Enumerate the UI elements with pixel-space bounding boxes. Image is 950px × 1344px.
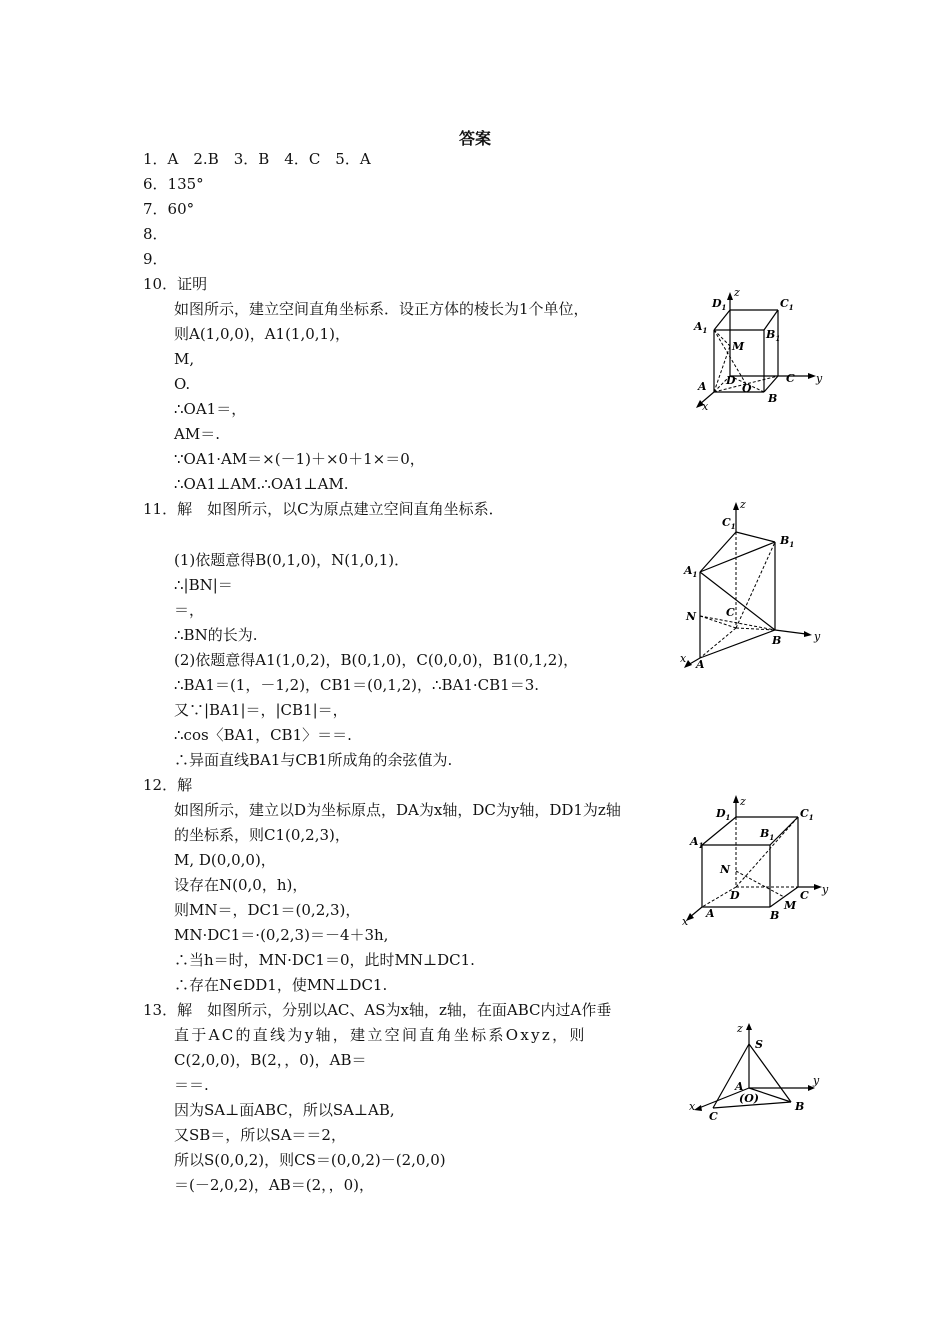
label-C: C [726, 606, 735, 619]
box-figure-q12 [680, 795, 840, 939]
axis-z: z [737, 1022, 743, 1035]
label-B1: $B_1$ [760, 827, 775, 842]
label-C: C [786, 372, 795, 385]
page-title: 答案 [458, 129, 491, 148]
axis-x: x [680, 652, 687, 665]
answer-line: 如图所示，建立以D为坐标原点，DA为x轴，DC为y轴，DD1为z轴 [174, 801, 621, 819]
answer-line: ＝(－2,0,2)，AB＝(2，，0)， [174, 1176, 375, 1194]
label-B1: $B_1$ [766, 328, 781, 343]
answer-line: 又SB＝，所以SA＝＝2， [174, 1126, 346, 1144]
answer-line: (2)依题意得A1(1,0,2)，B(0,1,0)，C(0,0,0)，B1(0,1,2)， [174, 651, 579, 669]
axis-y: y [816, 372, 823, 385]
label-C1: $C_1$ [780, 297, 794, 312]
label-A: A [735, 1080, 744, 1093]
axis-z: z [734, 286, 740, 299]
answer-line: 9． [143, 250, 168, 268]
label-B: B [768, 392, 778, 405]
label-C: C [800, 889, 809, 902]
prism-figure-q11 [680, 500, 840, 679]
answer-line: M, D(0,0,0)， [174, 851, 276, 869]
axis-y: y [822, 883, 829, 896]
answer-line: ∴BN的长为. [174, 626, 258, 644]
axis-x: x [682, 915, 689, 928]
label-B: B [795, 1100, 805, 1113]
answer-line: ∴存在N∈DD1，使MN⊥DC1. [174, 976, 388, 994]
answer-line: 则A(1,0,0)，A1(1,0,1)， [174, 325, 350, 343]
label-A: A [696, 658, 705, 671]
answer-line: 所以S(0,0,2)，则CS＝(0,0,2)－(2,0,0) [174, 1151, 446, 1169]
axis-z: z [740, 795, 746, 808]
label-C1: $C_1$ [722, 516, 736, 531]
label-N: N [686, 610, 697, 623]
answer-line: ∴异面直线BA1与CB1所成角的余弦值为. [174, 751, 453, 769]
answer-line: ∴BA1＝(1，－1,2)，CB1＝(0,1,2)，∴BA1·CB1＝3. [174, 676, 540, 694]
answer-line: M, [174, 350, 195, 368]
label-M: M [784, 899, 797, 912]
answer-line: C(2,0,0)，B(2，，0)，AB＝ [174, 1051, 367, 1069]
answer-line: ∴|BN|＝ [174, 576, 233, 594]
answer-line: 8． [143, 225, 168, 243]
label-A1: $A_1$ [690, 835, 704, 850]
axis-y: y [814, 630, 821, 643]
label-C: C [709, 1110, 718, 1123]
label-B: B [772, 634, 782, 647]
answer-line: 7．60° [143, 200, 195, 218]
label-O: O [742, 382, 752, 395]
answer-line: MN·DC1＝·(0,2,3)＝－4＋3h, [174, 926, 389, 944]
label-N: N [720, 863, 731, 876]
tetra-figure-q13 [685, 1018, 845, 1132]
label-M: M [732, 340, 745, 353]
label-A: A [698, 380, 707, 393]
answer-line: ＝， [174, 601, 205, 619]
answer-line: 11．解 如图所示，以C为原点建立空间直角坐标系． [143, 500, 504, 518]
answer-line: 直于AC的直线为y轴，建立空间直角坐标系Oxyz，则 [174, 1026, 587, 1044]
answer-line: 又∵|BA1|＝，|CB1|＝， [174, 701, 348, 719]
label-A: A [706, 907, 715, 920]
label-S: S [755, 1038, 763, 1051]
label-B1: $B_1$ [780, 534, 795, 549]
answer-line: 10．证明 [143, 275, 208, 293]
label-D1: $D_1$ [712, 297, 727, 312]
cube-figure-q10 [680, 280, 840, 424]
answer-line: ∴OA1＝， [174, 400, 247, 418]
axis-z: z [740, 498, 746, 511]
label-C1: $C_1$ [800, 807, 814, 822]
answer-line: 的坐标系，则C1(0,2,3)， [174, 826, 350, 844]
label-O: (O) [739, 1092, 759, 1105]
answer-line: ∵OA1·AM＝×(－1)＋×0＋1×＝0， [174, 450, 425, 468]
axis-x: x [702, 400, 709, 413]
axis-x: x [689, 1100, 696, 1113]
answer-line: 1．A 2.B 3．B 4．C 5．A [143, 150, 371, 168]
answer-line: 13．解 如图所示，分别以AC、AS为x轴，z轴，在面ABC内过A作垂 [143, 1001, 612, 1019]
label-A1: $A_1$ [694, 320, 708, 335]
answer-line: ∴cos〈BA1，CB1〉＝＝. [174, 726, 352, 744]
answer-line: 如图所示，建立空间直角坐标系．设正方体的棱长为1个单位， [174, 300, 589, 318]
answer-line: AM＝. [174, 425, 220, 443]
answer-line: O. [174, 375, 191, 393]
answer-line: ∴OA1⊥AM.∴OA1⊥AM. [174, 475, 349, 493]
answer-line: 则MN＝，DC1＝(0,2,3)， [174, 901, 361, 919]
answer-line: (1)依题意得B(0,1,0)，N(1,0,1)． [174, 551, 410, 569]
label-B: B [770, 909, 780, 922]
label-D: D [726, 374, 736, 387]
answer-line: 6．135° [143, 175, 204, 193]
answer-line: 设存在N(0,0，h)， [174, 876, 308, 894]
label-D1: $D_1$ [716, 807, 731, 822]
label-A1: $A_1$ [684, 564, 698, 579]
answer-line: 因为SA⊥面ABC，所以SA⊥AB, [174, 1101, 395, 1119]
answer-line: ∴当h＝时，MN·DC1＝0，此时MN⊥DC1. [174, 951, 475, 969]
answer-line: 12．解 [143, 776, 193, 794]
axis-y: y [813, 1074, 820, 1087]
label-D: D [730, 889, 740, 902]
answer-line: ＝＝. [174, 1076, 209, 1094]
